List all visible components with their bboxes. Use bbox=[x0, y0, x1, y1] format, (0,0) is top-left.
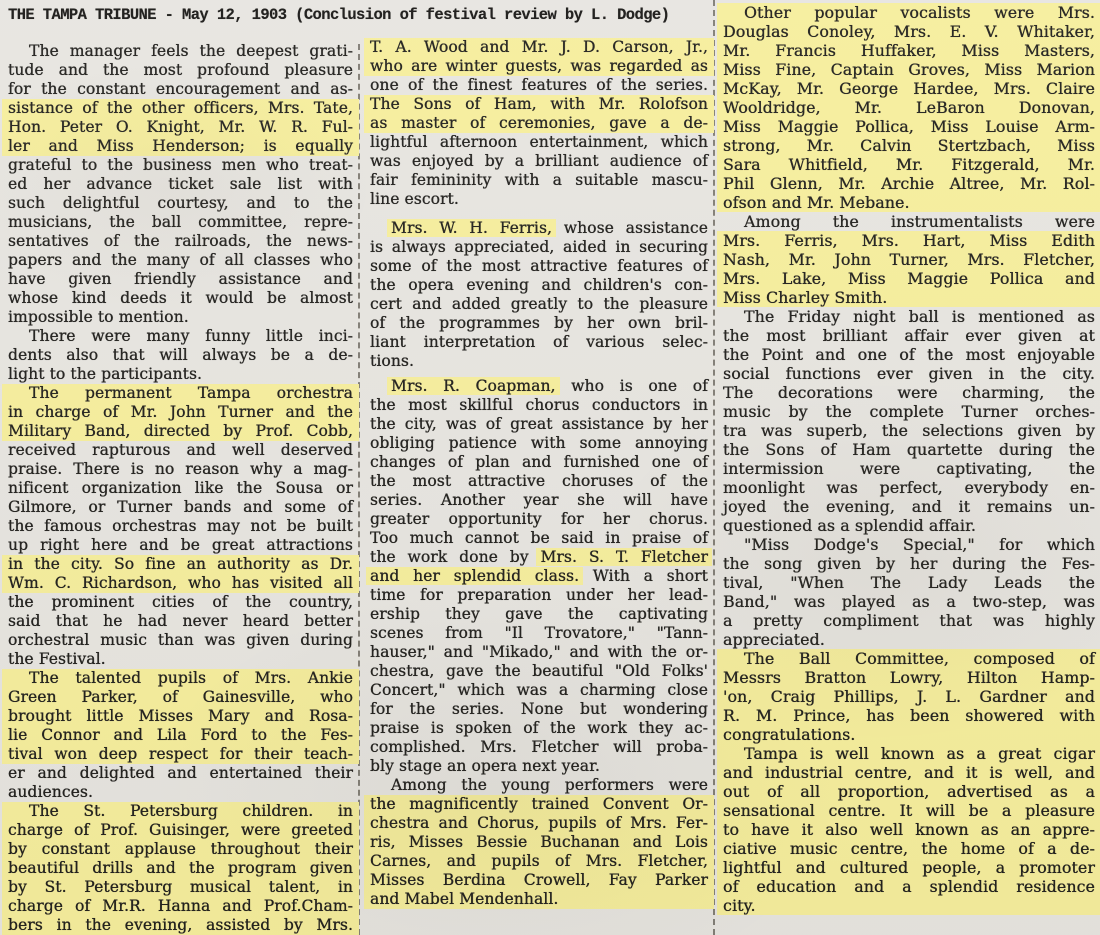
text-line: R. M. Prince, has been showered with bbox=[717, 706, 1100, 725]
text-line: the prominent cities of the country, bbox=[8, 593, 353, 611]
text-line: McKay, Mr. George Hardee, Mrs. Claire bbox=[717, 79, 1100, 98]
text-line: music by the complete Turner orches- bbox=[723, 402, 1095, 421]
text-line: praise is spoken of the work they ac- bbox=[370, 719, 708, 737]
text-line: Gilmore, or Turner bands and some of bbox=[8, 498, 353, 516]
text-line: The Sons of Ham, with Mr. Rolofson bbox=[364, 95, 714, 114]
text-line: and Mabel Mendenhall. bbox=[364, 890, 714, 909]
text-line: series. Another year she will have bbox=[370, 491, 708, 509]
text-line: fair femininity with a suitable mascu- bbox=[370, 171, 708, 189]
text-line: ed her advance ticket sale list with bbox=[8, 175, 353, 193]
text-line: liant interpretation of various selec- bbox=[370, 333, 708, 351]
text-line: whose kind deeds it would be almost bbox=[8, 289, 353, 307]
text-line: in the city. So fine an authority as Dr. bbox=[2, 555, 359, 574]
text-line: tival won deep respect for their teach- bbox=[2, 745, 359, 764]
text-line: Phil Glenn, Mr. Archie Altree, Mr. Rol- bbox=[717, 174, 1100, 193]
text-line: Band," was played as a two-step, was bbox=[723, 592, 1095, 611]
text-line: brought little Misses Mary and Rosa- bbox=[2, 707, 359, 726]
text-line: tival, "When The Lady Leads the bbox=[723, 573, 1095, 592]
text-line: ership they gave the captivating bbox=[370, 605, 708, 623]
text-line: Concert," which was a charming close bbox=[370, 681, 708, 699]
text-line: Among the young performers were bbox=[391, 776, 708, 794]
text-line: Douglas Conoley, Mrs. E. V. Whitaker, bbox=[717, 22, 1100, 41]
text-line: the most attractive choruses of the bbox=[370, 472, 708, 490]
text-line: bers in the evening, assisted by Mrs. bbox=[2, 916, 359, 935]
text-line: lightful and cultured people, a promoter bbox=[717, 858, 1100, 877]
text-line: tude and the most profound pleasure bbox=[8, 61, 353, 79]
text-line: the Point and one of the most enjoyable bbox=[723, 345, 1095, 364]
text-line: for the constant encouragement and as- bbox=[8, 80, 353, 98]
text-line: Too much cannot be said in praise of bbox=[370, 529, 708, 547]
text-line bbox=[370, 219, 708, 238]
text-line bbox=[370, 567, 708, 586]
text-line: ofson and Mr. Mebane. bbox=[717, 193, 1100, 212]
text-line: congratulations. bbox=[717, 725, 1100, 744]
text-line: ler and Miss Henderson; is equally bbox=[2, 137, 359, 156]
text-line: The permanent Tampa orchestra bbox=[2, 384, 359, 403]
highlight-span: Mrs. R. Coapman, bbox=[391, 377, 556, 395]
text-line: Sara Whitfield, Mr. Fitzgerald, Mr. bbox=[717, 155, 1100, 174]
text-line: Messrs Bratton Lowry, Hilton Hamp- bbox=[717, 668, 1100, 687]
text-line: the Festival. bbox=[8, 650, 106, 668]
column-1 bbox=[8, 42, 353, 935]
text-line: scenes from "Il Trovatore," "Tann- bbox=[370, 624, 708, 642]
text-line: Green Parker, of Gainesville, who bbox=[2, 688, 359, 707]
text-line: of the programmes by her own bril- bbox=[370, 314, 708, 332]
text-line: light to the participants. bbox=[8, 365, 203, 383]
text-line: "Miss Dodge's Special," for which bbox=[744, 535, 1095, 554]
text-line: There were many funny little inci- bbox=[29, 327, 353, 345]
text-line: Nash, Mr. John Turner, Mrs. Fletcher, bbox=[717, 250, 1100, 269]
text-line: er and delighted and entertained their bbox=[8, 764, 353, 782]
text-line: Tampa is well known as a great cigar bbox=[717, 744, 1100, 763]
text-line: hauser," and "Mikado," and with the or- bbox=[370, 643, 708, 661]
text-line: the song given by her during the Fes- bbox=[723, 554, 1095, 573]
masthead-title: THE TAMPA TRIBUNE - May 12, 1903 (Conclusion of festival review by L. Dodge) bbox=[8, 6, 670, 24]
text-span: who is one of bbox=[555, 377, 708, 395]
text-line: moonlight was perfect, everybody en- bbox=[723, 478, 1095, 497]
text-line bbox=[370, 548, 708, 567]
text-line: changes of plan and furnished one of bbox=[370, 453, 708, 471]
text-line: such delightful courtesy, and to the bbox=[8, 194, 353, 212]
text-line: ris, Misses Bessie Buchanan and Lois bbox=[364, 833, 714, 852]
text-line: The Ball Committee, composed of bbox=[717, 649, 1100, 668]
text-line: time for preparation under her lead- bbox=[370, 586, 708, 604]
text-line: as master of ceremonies, gave a de- bbox=[364, 114, 714, 133]
text-line: Wooldridge, Mr. LeBaron Donovan, bbox=[717, 98, 1100, 117]
column-2 bbox=[370, 38, 708, 909]
text-line: the most skillful chorus conductors in bbox=[370, 396, 708, 414]
text-line: strong, Mr. Calvin Stertzbach, Miss bbox=[717, 136, 1100, 155]
text-line: complished. Mrs. Fletcher will proba- bbox=[370, 738, 708, 756]
text-line: the Sons of Ham quartette during the bbox=[723, 440, 1095, 459]
text-line: to have it also well known as an appre- bbox=[717, 820, 1100, 839]
text-line: papers and the many of all classes who bbox=[8, 251, 353, 269]
text-line: The talented pupils of Mrs. Ankie bbox=[2, 669, 359, 688]
text-line: musicians, the ball committee, repre- bbox=[8, 213, 353, 231]
text-line: ciative music centre, the home of a de- bbox=[717, 839, 1100, 858]
text-line: for the series. None but wondering bbox=[370, 700, 708, 718]
text-line: charge of Prof. Guisinger, were greeted bbox=[2, 821, 359, 840]
text-line: cert and added greatly to the pleasure bbox=[370, 295, 708, 313]
text-line: sentatives of the railroads, the news- bbox=[8, 232, 353, 250]
text-line: nificent organization like the Sousa or bbox=[8, 479, 353, 497]
text-line: Miss Fine, Captain Groves, Miss Marion bbox=[717, 60, 1100, 79]
text-line: received rapturous and well deserved bbox=[8, 441, 353, 459]
text-line: said that he had never heard better bbox=[8, 612, 353, 630]
text-line: bly stage an opera next year. bbox=[370, 757, 600, 775]
text-line: the magnificently trained Convent Or- bbox=[364, 795, 714, 814]
text-line: some of the most attractive features of bbox=[370, 257, 708, 275]
text-line: Mrs. Ferris, Mrs. Hart, Miss Edith bbox=[717, 231, 1100, 250]
text-line: one of the finest features of the series. bbox=[370, 76, 708, 94]
text-line: 'on, Craig Phillips, J. L. Gardner and bbox=[717, 687, 1100, 706]
text-line: who are winter guests, was regarded as bbox=[364, 57, 714, 76]
text-line: The decorations were charming, the bbox=[723, 383, 1095, 402]
text-line: chestra, gave the beautiful "Old Folks' bbox=[370, 662, 708, 680]
text-line: by St. Petersburg musical talent, in bbox=[2, 878, 359, 897]
text-line: out of all proportion, advertised as a bbox=[717, 782, 1100, 801]
text-line: in charge of Mr. John Turner and the bbox=[2, 403, 359, 422]
text-line: of education and a splendid residence bbox=[717, 877, 1100, 896]
highlight-span: Mrs. W. H. Ferris, bbox=[391, 219, 553, 237]
text-line: intermission were captivating, the bbox=[723, 459, 1095, 478]
text-span: whose assistance bbox=[552, 219, 708, 237]
text-line: praise. There is no reason why a mag- bbox=[8, 460, 353, 478]
text-line: sensational centre. It will be a pleasure bbox=[717, 801, 1100, 820]
text-line: sistance of the other officers, Mrs. Tate, bbox=[2, 99, 359, 118]
text-line: Wm. C. Richardson, who has visited all bbox=[2, 574, 359, 593]
text-line: have given friendly assistance and bbox=[8, 270, 353, 288]
text-line: Carnes, and pupils of Mrs. Fletcher, bbox=[364, 852, 714, 871]
text-line: The manager feels the deepest grati- bbox=[29, 42, 353, 60]
text-line: Military Band, directed by Prof. Cobb, bbox=[2, 422, 359, 441]
text-line: The Friday night ball is mentioned as bbox=[744, 307, 1095, 326]
text-line: Mrs. Lake, Miss Maggie Pollica and bbox=[717, 269, 1100, 288]
text-line: Miss Charley Smith. bbox=[717, 288, 1100, 307]
text-line: dents also that will always be a de- bbox=[8, 346, 353, 364]
text-line: T. A. Wood and Mr. J. D. Carson, Jr., bbox=[364, 38, 714, 57]
text-line: impossible to mention. bbox=[8, 308, 189, 326]
column-3 bbox=[723, 3, 1095, 915]
text-line: lie Connor and Lila Ford to the Fes- bbox=[2, 726, 359, 745]
highlight-span: Mrs. S. T. Fletcher bbox=[540, 548, 709, 566]
text-line: joyed the evening, and it remains un- bbox=[723, 497, 1095, 516]
text-line: Other popular vocalists were Mrs. bbox=[717, 3, 1100, 22]
text-line: beautiful drills and the program given bbox=[2, 859, 359, 878]
text-line bbox=[370, 377, 708, 396]
text-line: greater opportunity for her chorus. bbox=[370, 510, 708, 528]
text-line: the famous orchestras may not be built bbox=[8, 517, 353, 535]
text-line: appreciated. bbox=[723, 630, 825, 649]
text-line: the city, was of great assistance by her bbox=[370, 415, 708, 433]
text-line: city. bbox=[717, 896, 1100, 915]
text-line: grateful to the business men who treat- bbox=[8, 156, 353, 174]
text-line: lightful afternoon entertainment, which bbox=[370, 133, 708, 151]
highlight-span: and her splendid class. bbox=[370, 567, 580, 585]
text-line: tra was superb, the selections given by bbox=[723, 421, 1095, 440]
text-line: the opera evening and children's con- bbox=[370, 276, 708, 294]
text-line: is always appreciated, aided in securing bbox=[370, 238, 708, 256]
text-line: a pretty compliment that was highly bbox=[723, 611, 1095, 630]
text-line: charge of Mr.R. Hanna and Prof.Cham- bbox=[2, 897, 359, 916]
text-line: line escort. bbox=[370, 190, 459, 208]
text-line: questioned as a splendid affair. bbox=[723, 516, 977, 535]
text-line: Miss Maggie Pollica, Miss Louise Arm- bbox=[717, 117, 1100, 136]
text-line: Misses Berdina Crowell, Fay Parker bbox=[364, 871, 714, 890]
text-span: the work done by bbox=[370, 548, 541, 566]
text-line: social functions ever given in the city. bbox=[723, 364, 1095, 383]
text-line: Among the instrumentalists were bbox=[744, 212, 1095, 231]
text-line: Hon. Peter O. Knight, Mr. W. R. Ful- bbox=[2, 118, 359, 137]
text-line: obliging patience with some annoying bbox=[370, 434, 708, 452]
text-line: Mr. Francis Huffaker, Miss Masters, bbox=[717, 41, 1100, 60]
text-line: the most brilliant affair ever given at bbox=[723, 326, 1095, 345]
text-span: With a short bbox=[579, 567, 708, 585]
text-line: was enjoyed by a brilliant audience of bbox=[370, 152, 708, 170]
text-line: chestra and Chorus, pupils of Mrs. Fer- bbox=[364, 814, 714, 833]
text-line: The St. Petersburg children. in bbox=[2, 802, 359, 821]
text-line: orchestral music than was given during bbox=[8, 631, 353, 649]
text-line: audiences. bbox=[8, 783, 93, 801]
text-line: and industrial centre, and it is well, and bbox=[717, 763, 1100, 782]
text-line: tions. bbox=[370, 352, 414, 370]
text-line: by constant applause throughout their bbox=[2, 840, 359, 859]
text-line: up right here and be great attractions bbox=[8, 536, 353, 554]
